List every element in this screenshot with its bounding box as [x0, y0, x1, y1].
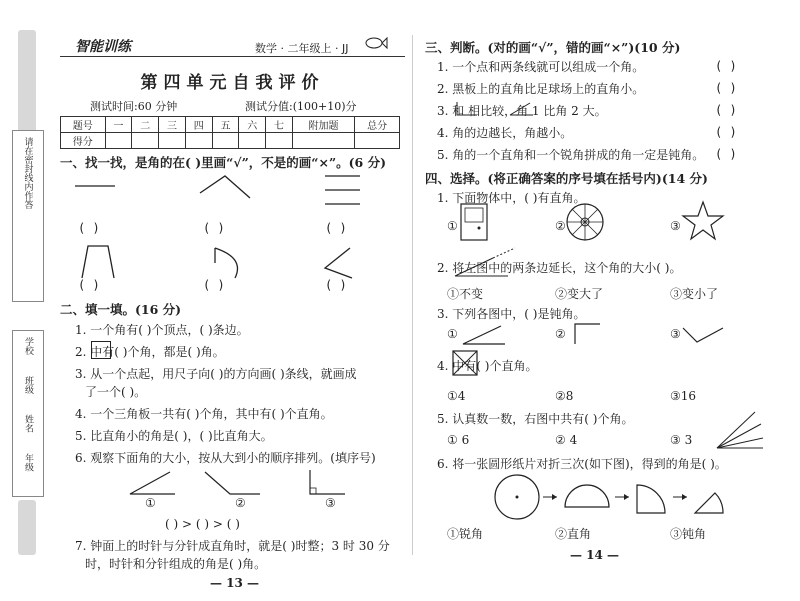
test-score: 测试分值:(100+10)分	[245, 100, 357, 113]
c5-opt-1: ① 6	[447, 433, 470, 447]
col: 七	[266, 117, 293, 133]
col: 四	[185, 117, 212, 133]
c6-opt-3: ③钝角	[670, 527, 707, 541]
col: 一	[105, 117, 132, 133]
col: 六	[239, 117, 266, 133]
fill-q6: 6. 观察下面角的大小，按从大到小的顺序排列。(填序号)	[75, 451, 376, 465]
judge-paren[interactable]: ( )	[715, 59, 737, 73]
field-name: 姓名	[23, 414, 33, 433]
answer-paren[interactable]: ( )	[203, 278, 225, 292]
choice-4: 4. 中有( )个直角。	[437, 359, 538, 373]
c6-opt-1: ①锐角	[447, 527, 484, 541]
c1-figures	[425, 198, 765, 248]
col: 总分	[355, 117, 400, 133]
score-cell[interactable]	[266, 133, 293, 149]
page-title: 第四单元自我评价	[140, 73, 325, 93]
q6-order: ( ) > ( ) > ( )	[165, 517, 240, 531]
c2-opt-1: ①不变	[447, 287, 484, 301]
field-class: 班级	[23, 375, 33, 394]
c3-opt-1: ①	[447, 327, 458, 341]
c3-opt-2: ②	[555, 327, 566, 341]
q6-angles	[60, 468, 405, 508]
section-1-heading: 一、找一找，是角的在( )里画“√”，不是的画“×”。(6 分)	[60, 155, 387, 170]
subject-label: 数学 · 二年级上 · JJ	[255, 42, 349, 55]
judge-paren[interactable]: ( )	[715, 147, 737, 161]
judge-2: 2. 黑板上的直角比足球场上的直角小。	[437, 82, 645, 96]
c6-opt-2: ②直角	[555, 527, 592, 541]
fill-q2: 2. 中有( )个角，都是( )角。	[75, 345, 225, 359]
square-icon	[91, 341, 111, 359]
header-rule	[60, 56, 405, 57]
c1-opt-1: ①	[447, 219, 458, 233]
q6-label-3: ③	[325, 496, 336, 510]
score-cell[interactable]	[132, 133, 159, 149]
field-grade: 年级	[23, 453, 33, 472]
page-number-13: — 13 —	[210, 576, 260, 590]
q6-label-2: ②	[235, 496, 246, 510]
fill-q1: 1. 一个角有( )个顶点，( )条边。	[75, 323, 249, 337]
c2-opt-3: ③变小了	[670, 287, 719, 301]
section-3-heading: 三、判断。(对的画“√”，错的画“×”)(10 分)	[425, 40, 681, 55]
brand-label: 智能训练	[75, 39, 131, 55]
judge-1: 1. 一个点和两条线就可以组成一个角。	[437, 60, 645, 74]
judge-paren[interactable]: ( )	[715, 81, 737, 95]
c4-opt-1: ①4	[447, 389, 466, 403]
choice-6: 6. 将一张圆形纸片对折三次(如下图)，得到的角是( )。	[437, 457, 727, 471]
fill-q3b: 了一个( )。	[85, 385, 147, 399]
c2-angle	[453, 256, 523, 278]
c2-opt-2: ②变大了	[555, 287, 604, 301]
score-table	[60, 116, 400, 149]
col: 五	[212, 117, 239, 133]
judge-4: 4. 角的边越长，角越小。	[437, 126, 573, 140]
judge3-angles	[455, 101, 535, 117]
page-divider	[412, 35, 413, 555]
c5-rays	[715, 410, 765, 450]
fill-q5: 5. 比直角小的角是( )，( )比直角大。	[75, 429, 273, 443]
fish-icon	[365, 36, 387, 50]
score-cell[interactable]	[292, 133, 354, 149]
judge-3: 3. 和 相比较，角 1 比角 2 大。	[437, 104, 607, 118]
col: 二	[132, 117, 159, 133]
c5-opt-2: ② 4	[555, 433, 578, 447]
judge-5: 5. 角的一个直角和一个锐角拼成的角一定是钝角。	[437, 148, 705, 162]
answer-paren[interactable]: ( )	[203, 221, 225, 235]
col: 三	[159, 117, 186, 133]
sidebar-fields-box	[12, 330, 44, 497]
score-cell[interactable]	[212, 133, 239, 149]
row-label: 得分	[61, 133, 106, 149]
page-number-14: — 14 —	[570, 548, 620, 562]
field-school: 学校	[23, 337, 33, 355]
binding-sidebar	[8, 30, 46, 555]
q6-label-1: ①	[145, 496, 156, 510]
answer-paren[interactable]: ( )	[325, 221, 347, 235]
fill-q3a: 3. 从一个点起，用尺子向( )的方向画( )条线，就画成	[75, 367, 357, 381]
answer-paren[interactable]: ( )	[325, 278, 347, 292]
right-page	[425, 28, 765, 568]
judge-paren[interactable]: ( )	[715, 103, 737, 117]
choice-3: 3. 下列各图中，( )是钝角。	[437, 307, 586, 321]
fill-q7a: 7. 钟面上的时针与分针成直角时，就是( )时整；3 时 30 分	[75, 539, 390, 553]
c1-opt-2: ②	[555, 219, 566, 233]
judge-paren[interactable]: ( )	[715, 125, 737, 139]
section-2-heading: 二、填一填。(16 分)	[60, 302, 182, 317]
sidebar-notice-box	[12, 130, 44, 302]
score-cell[interactable]	[355, 133, 400, 149]
answer-paren[interactable]: ( )	[78, 278, 100, 292]
sidebar-fields	[21, 337, 35, 472]
c4-square-x	[452, 350, 480, 378]
left-page	[60, 28, 405, 590]
c6-folding	[425, 473, 765, 521]
col: 附加题	[292, 117, 354, 133]
score-cell[interactable]	[239, 133, 266, 149]
c4-opt-3: ③16	[670, 389, 697, 403]
choice-2: 2. 将左图中的两条边延长，这个角的大小( )。	[437, 261, 682, 275]
c3-figures	[425, 322, 765, 348]
choice-1: 1. 下面物体中，( )有直角。	[437, 191, 586, 205]
fill-q4: 4. 一个三角板一共有( )个角，其中有( )个直角。	[75, 407, 333, 421]
c4-opt-2: ②8	[555, 389, 574, 403]
sidebar-notice: 请在密封线内作答	[22, 137, 33, 209]
answer-paren[interactable]: ( )	[78, 221, 100, 235]
fill-q7b: 时，时针和分针组成的角是( )角。	[85, 557, 267, 571]
score-row-values	[61, 133, 400, 149]
score-cell[interactable]	[105, 133, 132, 149]
row-label: 题号	[61, 117, 106, 133]
choice-5: 5. 认真数一数，右图中共有( )个角。	[437, 412, 634, 426]
c3-opt-3: ③	[670, 327, 681, 341]
c1-opt-3: ③	[670, 219, 681, 233]
test-time: 测试时间:60 分钟	[90, 100, 178, 113]
sidebar-band-bottom	[18, 500, 36, 555]
score-cell[interactable]	[159, 133, 186, 149]
section-4-heading: 四、选择。(将正确答案的序号填在括号内)(14 分)	[425, 171, 708, 186]
score-cell[interactable]	[185, 133, 212, 149]
score-row-header	[61, 117, 400, 133]
angle-figures	[60, 168, 405, 293]
c5-opt-3: ③ 3	[670, 433, 693, 447]
